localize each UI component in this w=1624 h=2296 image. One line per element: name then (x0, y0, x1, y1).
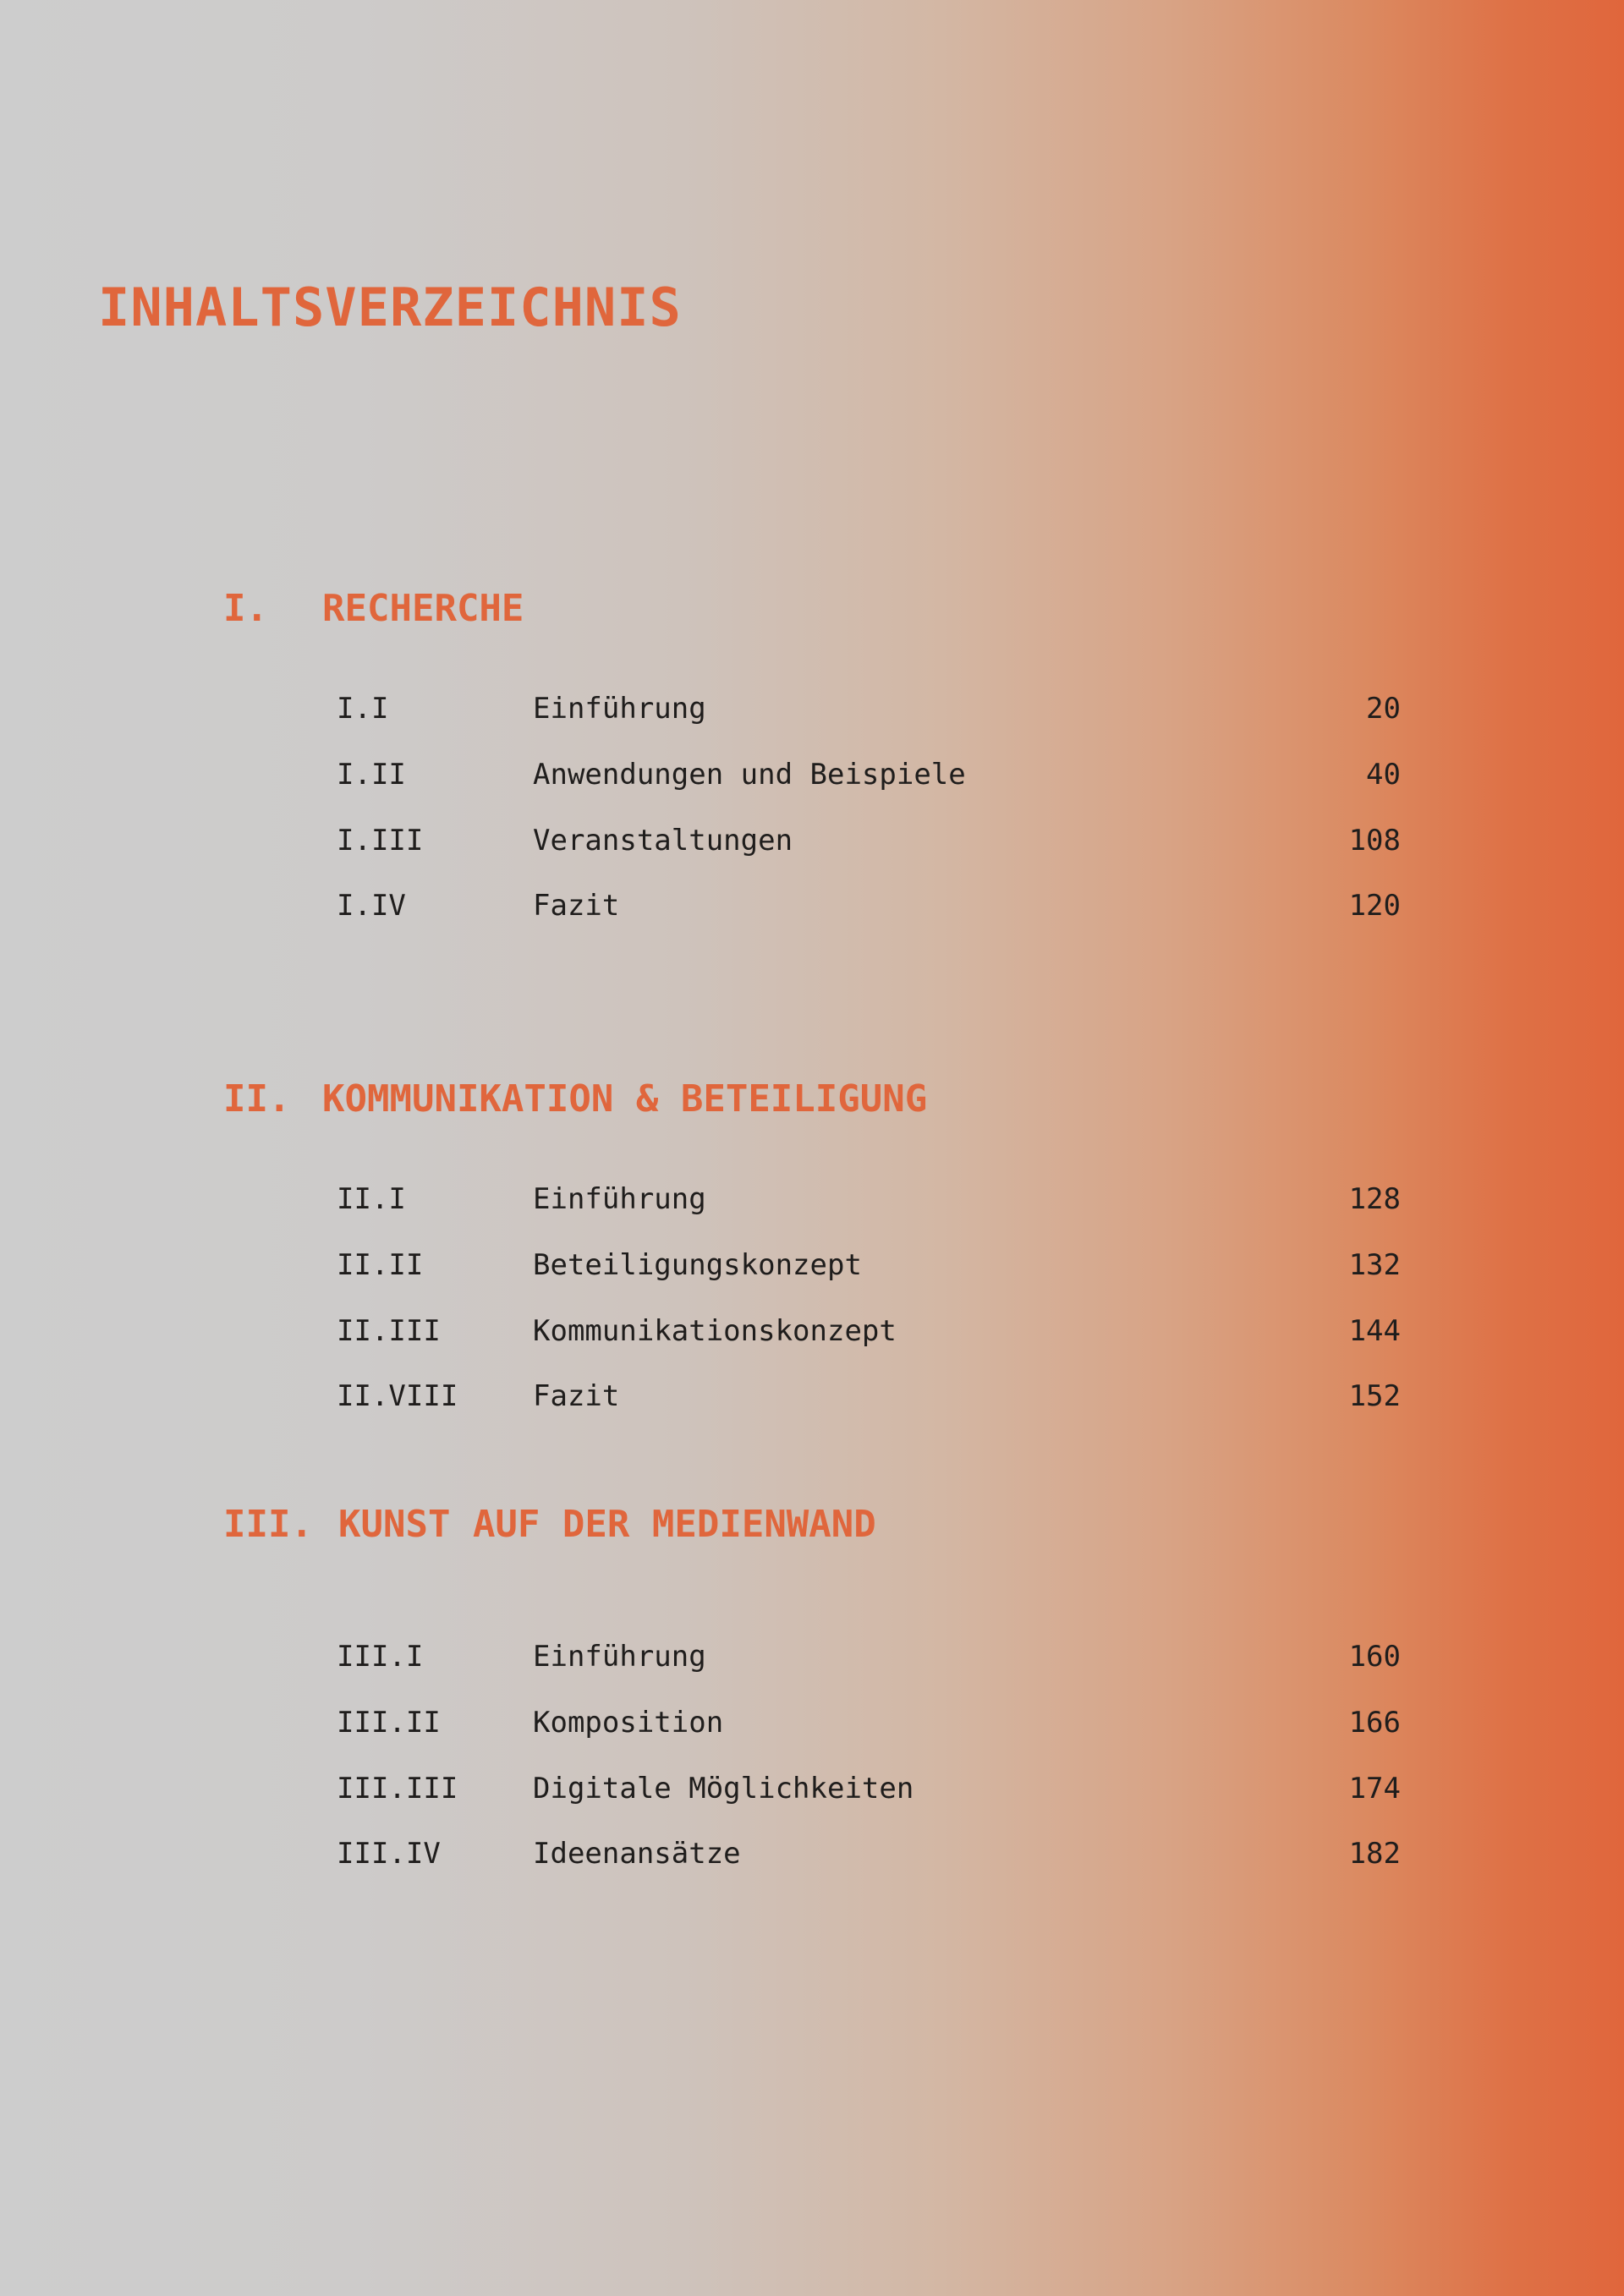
entry-number: II.I (337, 1182, 406, 1216)
toc-entry[interactable] (0, 1832, 1624, 1876)
entry-number: III.I (337, 1640, 424, 1674)
toc-entry[interactable] (0, 819, 1624, 863)
toc-entry[interactable] (0, 884, 1624, 928)
toc-entry[interactable] (0, 1635, 1624, 1679)
entry-number: II.II (337, 1248, 424, 1282)
toc-entry[interactable] (0, 1309, 1624, 1353)
entry-title: Digitale Möglichkeiten (533, 1772, 914, 1806)
entry-title: Ideenansätze (533, 1837, 741, 1871)
toc-entry[interactable] (0, 1243, 1624, 1287)
entry-title: Kommunikationskonzept (533, 1314, 897, 1348)
section-number: I. (223, 587, 268, 630)
section-title: KOMMUNIKATION & BETEILIGUNG (322, 1077, 928, 1121)
entry-title: Komposition (533, 1706, 724, 1740)
entry-title: Fazit (533, 889, 620, 923)
entry-page-number: 152 (1348, 1379, 1401, 1413)
section-number: II. (223, 1077, 291, 1121)
section-number: III. (223, 1503, 313, 1546)
entry-title: Einführung (533, 1182, 706, 1216)
toc-entry[interactable] (0, 1177, 1624, 1221)
entry-number: III.II (337, 1706, 441, 1740)
entry-number: I.III (337, 824, 424, 858)
toc-entry[interactable] (0, 1767, 1624, 1811)
entry-number: III.III (337, 1772, 458, 1806)
entry-page-number: 128 (1348, 1182, 1401, 1216)
entry-page-number: 132 (1348, 1248, 1401, 1282)
entry-page-number: 20 (1366, 692, 1401, 726)
entry-number: II.VIII (337, 1379, 458, 1413)
entry-page-number: 40 (1366, 758, 1401, 792)
entry-number: I.IV (337, 889, 406, 923)
section-title: RECHERCHE (322, 587, 524, 630)
page-title: INHALTSVERZEICHNIS (98, 277, 682, 338)
entry-page-number: 182 (1348, 1837, 1401, 1871)
entry-page-number: 174 (1348, 1772, 1401, 1806)
entry-title: Fazit (533, 1379, 620, 1413)
entry-page-number: 108 (1348, 824, 1401, 858)
toc-entry[interactable] (0, 1701, 1624, 1745)
entry-page-number: 144 (1348, 1314, 1401, 1348)
entry-title: Anwendungen und Beispiele (533, 758, 966, 792)
toc-entry[interactable] (0, 1374, 1624, 1418)
section-title: KUNST AUF DER MEDIENWAND (338, 1503, 876, 1546)
entry-title: Veranstaltungen (533, 824, 793, 858)
toc-entry[interactable] (0, 687, 1624, 731)
entry-number: I.I (337, 692, 389, 726)
entry-page-number: 166 (1348, 1706, 1401, 1740)
entry-title: Beteiligungskonzept (533, 1248, 862, 1282)
entry-number: I.II (337, 758, 406, 792)
entry-number: II.III (337, 1314, 441, 1348)
entry-number: III.IV (337, 1837, 441, 1871)
toc-entry[interactable] (0, 753, 1624, 797)
entry-title: Einführung (533, 692, 706, 726)
entry-page-number: 160 (1348, 1640, 1401, 1674)
entry-page-number: 120 (1348, 889, 1401, 923)
entry-title: Einführung (533, 1640, 706, 1674)
